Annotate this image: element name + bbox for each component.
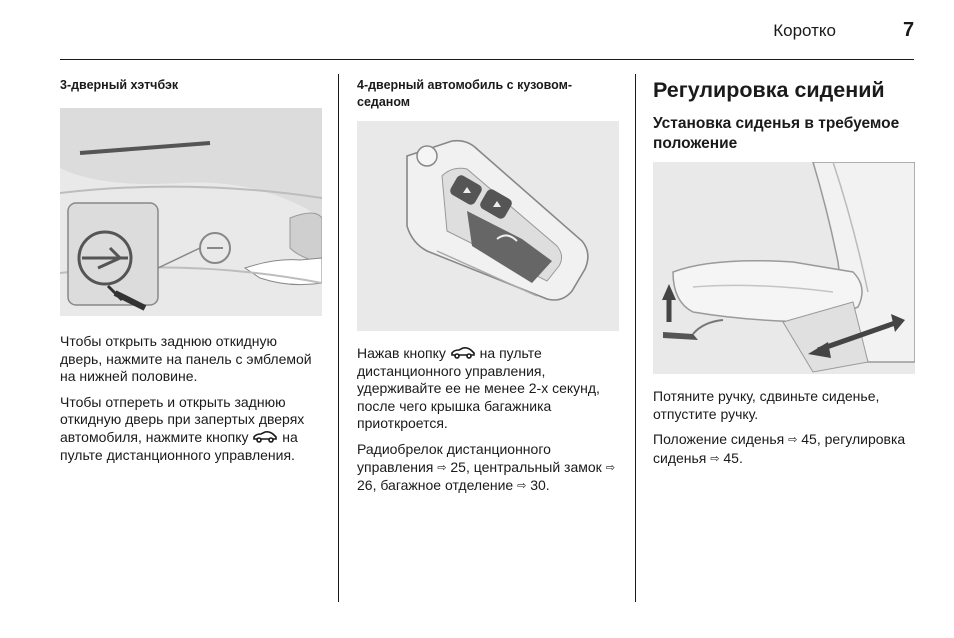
page-ref-icon: ⇨	[788, 434, 798, 447]
car-trunk-icon	[450, 346, 476, 360]
section-heading: Регулировка сидений	[653, 78, 885, 102]
header-title: Коротко	[773, 21, 836, 40]
paragraph-unlock-tailgate: Чтобы отпереть и открыть заднюю откидную дверь при запертых дверях автомобиля, нажмите кнопку на пульте дистанционного управления.	[60, 393, 305, 463]
column-divider-2	[635, 74, 636, 602]
car-trunk-icon	[252, 430, 278, 444]
page-number: 7	[903, 19, 915, 41]
hatchback-tailgate-drawing	[60, 108, 322, 316]
section-subheading: Установка сиденья в требуемое положение	[653, 115, 900, 152]
page-ref-icon: ⇨	[710, 452, 720, 465]
header-rule	[60, 59, 914, 60]
column-3	[653, 77, 915, 476]
column-divider-1	[338, 74, 339, 602]
seat-adjust-drawing	[653, 162, 915, 374]
paragraph-open-tailgate: Чтобы открыть заднюю откидную дверь, нажмите на панель с эмблемой на нижней половине.	[60, 333, 312, 385]
paragraph-seat-refs: Положение сиденья ⇨ 45, регулировка сиденья ⇨ 45.	[653, 431, 915, 468]
figure-caption-hatchback: 3-дверный хэтчбэк	[60, 78, 179, 92]
seat-adjust-illustration	[653, 162, 915, 374]
remote-key-illustration	[357, 121, 619, 331]
hatchback-illustration	[60, 108, 322, 316]
remote-key-drawing	[357, 121, 619, 331]
column-1	[60, 77, 322, 472]
paragraph-references: Радиобрелок дистанционного управления ⇨ 25, центральный замок ⇨ 26, багажное отделение ⇨ 30.	[357, 441, 619, 496]
figure-caption-sedan: 4-дверный автомобиль с кузовом-седаном	[357, 78, 573, 109]
column-2	[357, 77, 619, 504]
page-ref-icon: ⇨	[517, 480, 527, 493]
page-ref-icon: ⇨	[605, 461, 615, 474]
paragraph-seat-adjust: Потяните ручку, сдвиньте сиденье, отпустите ручку.	[653, 388, 880, 422]
page-ref-icon: ⇨	[437, 461, 447, 474]
paragraph-sedan-trunk: Нажав кнопку на пульте дистанционного управления, удерживайте ее не менее 2-х секунд, после чего крышка багажника приоткроется.	[357, 345, 600, 432]
